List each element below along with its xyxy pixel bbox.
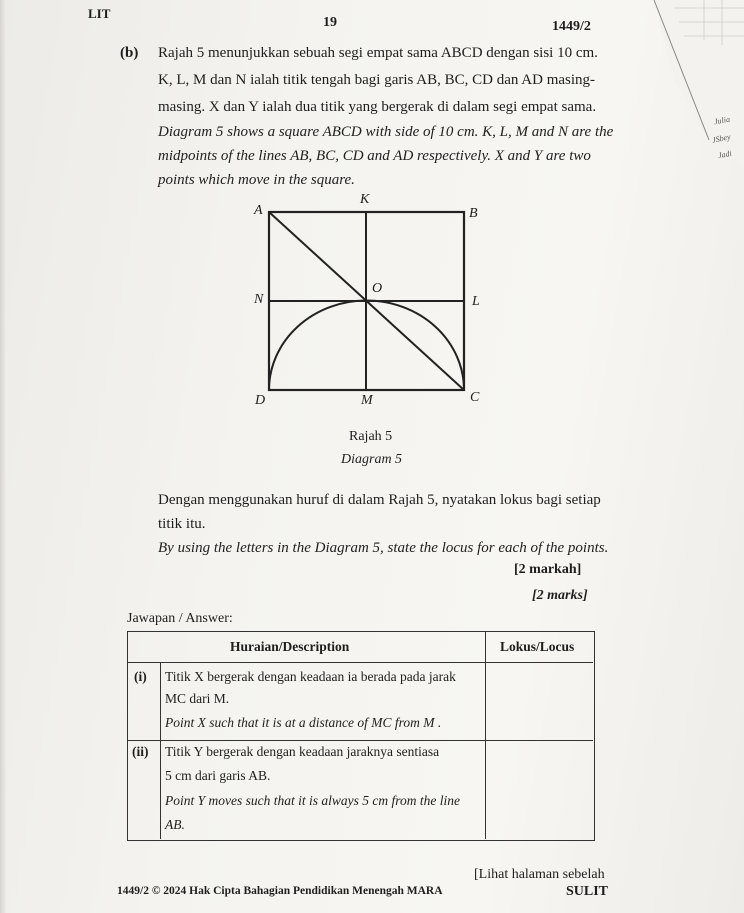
label-a: A	[254, 203, 263, 218]
locus-answer-field-1[interactable]	[488, 665, 592, 738]
question-malay-line-2: K, L, M dan N ialah titik tengah bagi garis AB, BC, CD dan AD masing-	[158, 72, 596, 88]
label-l: L	[472, 294, 480, 309]
col-header-description: Huraian/Description	[230, 639, 350, 654]
margin-note-1: Julia	[713, 114, 731, 127]
row-1-english: Point X such that it is at a distance of MC from M .	[165, 715, 442, 730]
row-2-malay-line-1: Titik Y bergerak dengan keadaan jaraknya sentiasa	[165, 744, 440, 759]
marks-english: [2 marks]	[532, 588, 588, 603]
label-b: B	[469, 206, 478, 221]
sulit-label: SULIT	[566, 884, 609, 899]
col-header-locus: Lokus/Locus	[500, 639, 575, 654]
page-number: 19	[323, 15, 337, 30]
question-malay-line-1: Rajah 5 menunjukkan sebuah segi empat sama ABCD dengan sisi 10 cm.	[158, 45, 598, 61]
label-m: M	[361, 393, 373, 408]
question-english-line-1: Diagram 5 shows a square ABCD with side of 10 cm. K, L, M and N are the	[158, 124, 614, 140]
question-english-line-3: points which move in the square.	[158, 172, 355, 188]
label-c: C	[470, 390, 480, 405]
row-1-malay-line-2: MC dari M.	[165, 691, 230, 706]
answer-heading: Jawapan / Answer:	[127, 611, 233, 626]
square-diagram-svg	[250, 195, 490, 415]
row-2-malay-line-2: 5 cm dari garis AB.	[165, 768, 271, 783]
label-d: D	[255, 393, 266, 408]
square-diagram	[250, 192, 490, 420]
col-divider-num	[160, 662, 161, 839]
question-english-line-2: midpoints of the lines AB, BC, CD and AD respectively. X and Y are two	[158, 148, 591, 164]
row-divider-header	[128, 662, 593, 663]
locus-answer-field-2[interactable]	[488, 743, 592, 837]
instruction-malay-line-1: Dengan menggunakan huruf di dalam Rajah 5, nyatakan lokus bagi setiap	[158, 492, 601, 508]
instruction-english: By using the letters in the Diagram 5, state the locus for each of the points.	[158, 540, 609, 556]
corner-label: LIT	[88, 6, 111, 21]
row-number-1: (i)	[134, 669, 147, 684]
label-n: N	[254, 292, 264, 307]
instruction-malay-line-2: titik itu.	[158, 516, 206, 532]
binding-edge	[0, 0, 6, 913]
label-k: K	[360, 192, 370, 207]
turn-page-note: [Lihat halaman sebelah	[474, 867, 605, 882]
row-2-english-line-1: Point Y moves such that it is always 5 cm from the line	[165, 793, 460, 808]
question-malay-line-3: masing. X dan Y ialah dua titik yang bergerak di dalam segi empat sama.	[158, 99, 597, 115]
caption-english: Diagram 5	[341, 452, 403, 467]
row-1-malay-line-1: Titik X bergerak dengan keadaan ia berada pada jarak	[165, 669, 456, 684]
row-number-2: (ii)	[132, 744, 149, 759]
row-divider-middle	[128, 740, 593, 741]
col-divider-locus	[485, 632, 486, 839]
row-2-english-line-2: AB.	[165, 817, 185, 832]
grid-paper-scrap	[634, 0, 744, 200]
paper-code: 1449/2	[552, 19, 591, 34]
marks-malay: [2 markah]	[514, 562, 582, 577]
caption-malay: Rajah 5	[349, 429, 393, 444]
copyright-line: 1449/2 © 2024 Hak Cipta Bahagian Pendidikan Menengah MARA	[117, 885, 443, 897]
margin-note-2: JSbey	[711, 132, 732, 145]
answer-table	[127, 631, 595, 841]
question-part: (b)	[120, 45, 139, 61]
label-o: O	[372, 281, 383, 296]
margin-note-3: Jadi	[717, 148, 733, 161]
